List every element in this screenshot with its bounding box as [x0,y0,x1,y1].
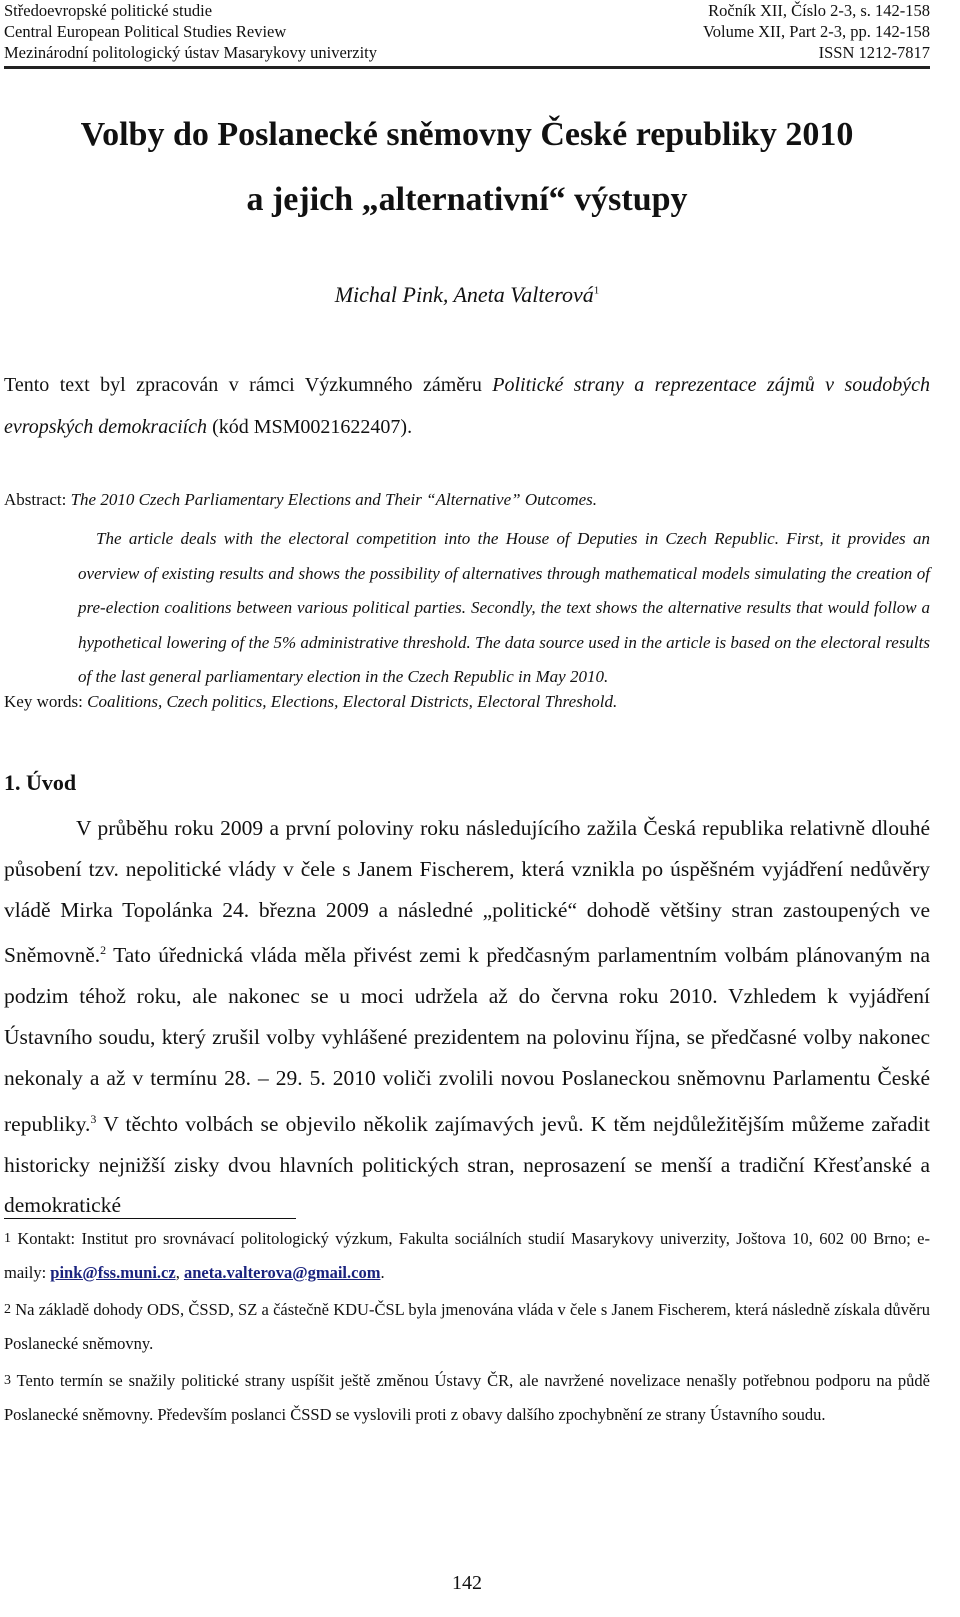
article-title-line-1: Volby do Poslanecké sněmovny České republiky 2010 [80,116,854,153]
journal-header [4,0,930,69]
footnote-1-mark: 1 [4,1231,11,1246]
body-part-2: Tato úřednická vláda měla přivést zemi k předčasným parlamentním volbám plánovaným na podzim téhož roku, ale nakonec se u moci udržela až do června roku 2010. Vzhledem k vyjádření Ústavního soudu, který zrušil volby vyhlášené prezidentem na polovinu října, se předčasné volby nakonec nekonaly a až v termínu 28. – 29. 5. 2010 voliči zvolili novou Poslaneckou sněmovnu Parlamentu České republiky. [4,943,930,1136]
header-row-3 [4,42,930,63]
email-link-valterova[interactable]: aneta.valterova@gmail.com [183,1263,381,1282]
footnote-3-mark: 3 [4,1373,11,1388]
issn: ISSN 1212-7817 [818,43,930,62]
email-link-pink[interactable]: pink@fss.muni.cz [50,1263,176,1282]
footnote-1 [4,1222,930,1290]
section-heading: 1. Úvod [4,770,77,795]
footnote-3 [4,1364,930,1432]
keywords-label: Key words: [4,692,88,711]
keywords-values: Coalitions, Czech politics, Elections, Electoral Districts, Electoral Threshold. [87,692,618,711]
funding-suffix: (kód MSM0021622407). [207,416,413,438]
funding-prefix: Tento text byl zpracován v rámci Výzkumného záměru [4,374,493,396]
footnote-3-text: Tento termín se snažily politické strany uspíšit ještě změnou Ústavy ČR, ale navržené novelizace nenašly potřebnou podporu na půdě Poslanecké sněmovny. Především poslanci ČSSD se vyslovili proti z obavy dalšího zpochybnění ze strany Ústavního soudu. [4,1371,930,1424]
body-footnote-3: 3 [90,1111,97,1126]
abstract-body [78,522,930,695]
authors [0,282,934,308]
footnotes [4,1222,930,1435]
footnote-1-separator: , [175,1263,184,1282]
footnote-1-end: . [380,1263,385,1282]
author-names: Michal Pink, Aneta Valterová [334,282,594,307]
header-row-1 [4,0,930,21]
body-footnote-2: 2 [100,943,107,958]
abstract-title-text: The 2010 Czech Parliamentary Elections and Their “Alternative” Outcomes. [70,490,598,509]
section-body [4,808,930,1226]
footnote-2-mark: 2 [4,1302,11,1317]
body-part-3: V těchto volbách se objevilo několik zajímavých jevů. K těm nejdůležitějším můžeme zařadit historicky nejnižší zisky dvou hlavních politických stran, neprosazení se menší a tradiční Křesťanské a demokratické [4,1111,930,1218]
funding-note [4,364,930,448]
body-part-1: V průběhu roku 2009 a první poloviny roku následujícího zažila Česká republika relativně dlouhé působení tzv. nepolitické vlády v čele s Janem Fischerem, která vznikla po úspěšném vyjádření nedůvěry vládě Mirka Topolánka 24. března 2009 a následné „politické“ dohodě většiny stran zastoupených ve Sněmovně. [4,816,930,968]
abstract-text: The article deals with the electoral competition into the House of Deputies in Czech Republic. First, it provides an overview of existing results and shows the possibility of alternatives through mathematical models simulating the creation of pre-election coalitions between various political parties. Secondly, the text shows the alternative results that would follow a hypothetical lowering of the 5% administrative threshold. The data source used in the article is based on the electoral results of the last general parliamentary election in the Czech Republic in May 2010. [78,529,930,686]
header-row-2 [4,21,930,42]
footnote-separator [4,1218,296,1219]
author-footnote-mark: 1 [593,284,600,297]
footnote-2 [4,1293,930,1361]
abstract-title [4,490,597,510]
publisher: Mezinárodní politologický ústav Masarykovy univerzity [4,43,378,62]
footnote-1-text: Kontakt: Institut pro srovnávací politologický výzkum, Fakulta sociálních studií Masarykovy univerzity, Joštova 10, 602 00 Brno; e-maily: [4,1229,930,1282]
article-title-line-2: a jejich „alternativní“ výstupy [246,181,688,218]
journal-name-en: Central European Political Studies Review [4,22,287,41]
abstract-label: Abstract: [4,490,71,509]
volume-en: Volume XII, Part 2-3, pp. 142-158 [702,22,930,41]
page-number: 142 [452,1572,482,1594]
funding-project: Politické strany a reprezentace zájmů v soudobých evropských demokraciích [4,374,930,438]
journal-name-cz: Středoevropské politické studie [4,1,213,20]
keywords [4,692,617,712]
volume-cz: Ročník XII, Číslo 2-3, s. 142-158 [708,1,930,20]
footnote-2-text: Na základě dohody ODS, ČSSD, SZ a částečně KDU-ČSL byla jmenována vláda v čele s Janem Fischerem, která následně získala důvěru Poslanecké sněmovny. [4,1300,930,1353]
